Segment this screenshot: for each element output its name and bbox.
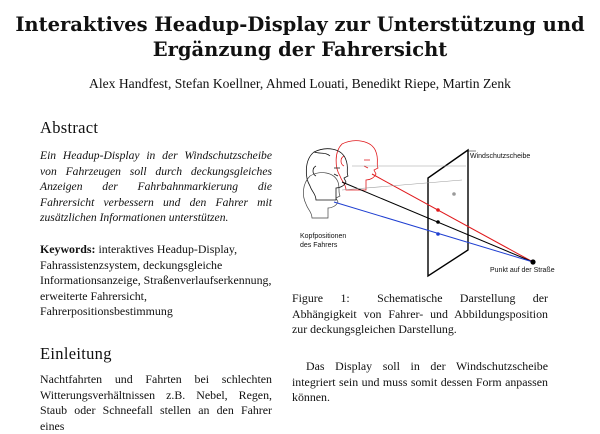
keywords-label: Keywords: — [40, 241, 96, 256]
head-positions-label-2: des Fahrers — [300, 242, 338, 249]
figure-caption — [292, 291, 548, 338]
point-red — [436, 208, 440, 212]
head-lower-icon — [303, 173, 340, 218]
road-point-label: Punkt auf der Straße — [490, 267, 555, 274]
sight-line-red — [372, 174, 533, 262]
right-column-text: Das Display soll in der Windschutzscheibe integriert sein und muss somit dessen Form anpassen können. — [292, 359, 548, 405]
guide-line-gray-2 — [342, 180, 462, 190]
einleitung-heading: Einleitung — [40, 344, 112, 363]
figure-caption-text: Schematische Darstellung der Abhängigkeit von Fahrer- und Abbildungsposition zur deckungsgleichen Darstellung. — [292, 291, 548, 337]
keywords — [40, 242, 272, 320]
author-list: Alex Handfest, Stefan Koellner, Ahmed Louati, Benedikt Riepe, Martin Zenk — [89, 76, 511, 91]
paper-title: Interaktives Headup-Display zur Unterstützung und Ergänzung der Fahrersicht — [15, 13, 585, 61]
point-black — [436, 220, 440, 224]
einleitung-text: Nachtfahrten und Fahrten bei schlechten Witterungsverhältnissen z.B. Nebel, Regen, Staub oder Schneefall stellen an den Fahrer eines — [40, 372, 272, 433]
abstract-heading: Abstract — [40, 118, 99, 137]
keywords-text: interaktives Headup-Display, Fahrassistenzsystem, deckungsgleiche Informationsanzeige, Straßenverlaufserkennung, erweiterte Fahrersicht, Fahrerpositionsbestimmung — [40, 241, 272, 319]
point-gray — [452, 192, 456, 196]
figure-number: Figure 1: — [292, 291, 350, 305]
left-column — [40, 118, 272, 320]
point-blue — [436, 232, 440, 236]
road-point — [530, 259, 535, 264]
figure-schematic — [290, 138, 560, 286]
windshield-label: Windschutzscheibe — [470, 153, 531, 160]
windshield-pane — [428, 150, 468, 276]
head-positions-label-1: Kopfpositionen — [300, 233, 347, 240]
sight-line-blue — [334, 202, 533, 262]
abstract-text: Ein Headup-Display in der Windschutzscheibe von Fahrzeugen soll durch deckungsgleiches Anzeigen der Fahrbahnmarkierung die Fahrersicht verbessern und den Fahrer mit zusätzlichen Informationen unterstützen. — [40, 149, 272, 225]
